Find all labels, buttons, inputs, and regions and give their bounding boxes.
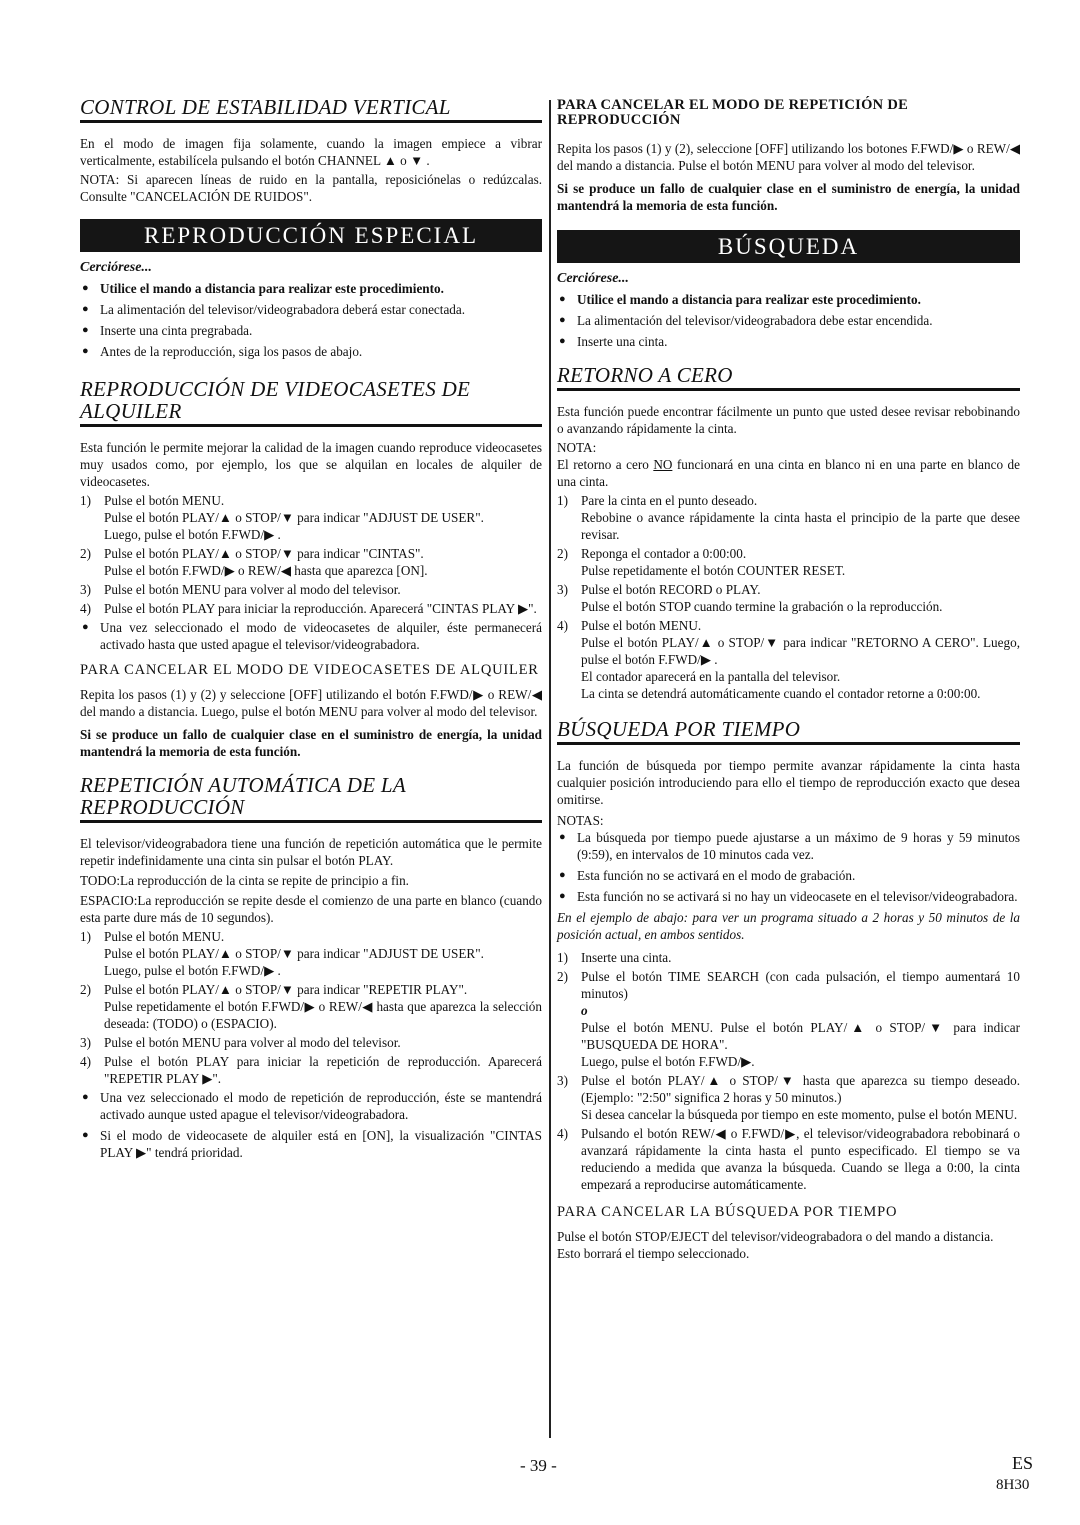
control-paragraph: En el modo de imagen fija solamente, cuando la imagen empiece a vibrar verticalmente, estabilícela pulsando el botón CHANNEL ▲ o ▼ . <box>80 136 542 168</box>
step-item: 2) Pulse el botón TIME SEARCH (con cada pulsación, el tiempo aumentará 10 minutos) o Pulse el botón MENU. Pulse el botón PLAY/▲ o STOP/▼ para indicar "BUSQUEDA DE HORA". Luego, pulse el botón F.FWD/▶. <box>557 969 1020 1069</box>
check-item: ● Inserte una cinta pregrabada. <box>80 322 542 339</box>
heading-rule <box>80 120 542 123</box>
step-item: 4) Pulse el botón PLAY para iniciar la repetición de reproducción. Aparecerá "REPETIR PLAY ▶". <box>80 1054 542 1086</box>
left-column <box>80 96 542 1165</box>
heading-retorno-a-cero: RETORNO A CERO <box>557 363 733 387</box>
column-divider <box>549 100 551 1438</box>
retorno-nota-label: NOTA: <box>557 440 597 455</box>
step-item: 2) Reponga el contador a 0:00:00. Pulse repetidamente el botón COUNTER RESET. <box>557 546 846 578</box>
notas-list <box>557 829 1020 905</box>
check-item: ● Inserte una cinta. <box>557 333 1020 350</box>
step-item: 3) Pulse el botón RECORD o PLAY. Pulse el botón STOP cuando termine la grabación o la reproducción. <box>557 582 943 614</box>
heading-control-estabilidad: CONTROL DE ESTABILIDAD VERTICAL <box>80 95 451 119</box>
banner-reproduccion-especial: REPRODUCCIÓN ESPECIAL <box>80 219 542 252</box>
step-item: 1) Pare la cinta en el punto deseado. Rebobine o avance rápidamente la cinta hasta el principio de la parte que desee revisar. <box>557 493 1020 542</box>
step-item: 1) Pulse el botón MENU. Pulse el botón PLAY/▲ o STOP/▼ para indicar "ADJUST DE USER". Luego, pulse el botón F.FWD/▶ . <box>80 493 484 542</box>
cancel-alquiler-paragraph: Repita los pasos (1) y (2) y seleccione [OFF] utilizando el botón F.FWD/▶ o REW/◀ del mando a distancia. Luego, pulse el botón MENU para volver al modo del televisor. <box>80 687 542 719</box>
step-item: 3) Pulse el botón MENU para volver al modo del televisor. <box>80 582 401 597</box>
note-item: ● Esta función no se activará en el modo de grabación. <box>557 867 1020 884</box>
checklist <box>80 280 542 360</box>
retorno-steps <box>557 492 1020 702</box>
check-item: ● La alimentación del televisor/videograbadora debe estar encendida. <box>557 312 1020 329</box>
repeticion-todo: TODO:La reproducción de la cinta se repite de principio a fin. <box>80 873 409 888</box>
step-item: 3) Pulse el botón MENU para volver al modo del televisor. <box>80 1035 401 1050</box>
step-item: 1) Inserte una cinta. <box>557 950 672 965</box>
note-item: ● Esta función no se activará si no hay un videocasete en el televisor/videograbadora. <box>557 888 1020 905</box>
model-code: 8H30 <box>996 1477 1030 1493</box>
cancel-busqueda-1: Pulse el botón STOP/EJECT del televisor/videograbadora o del mando a distancia. <box>557 1229 994 1244</box>
tiempo-steps <box>557 949 1020 1193</box>
note-item: ● Una vez seleccionado el modo de videocasetes de alquiler, éste permanecerá activado hasta que usted apague el televisor/videograbadora. <box>80 619 542 653</box>
check-item: ● Antes de la reproducción, siga los pasos de abajo. <box>80 343 542 360</box>
cerciorese-label: Cerciórese... <box>80 260 152 275</box>
note-item: ● Si el modo de videocasete de alquiler está en [ON], la visualización "CINTAS PLAY ▶" tendrá prioridad. <box>80 1127 542 1161</box>
retorno-intro: Esta función puede encontrar fácilmente un punto que usted desee revisar rebobinando o avanzando rápidamente la cinta. <box>557 404 1020 436</box>
alquiler-steps <box>80 492 542 617</box>
heading-rule <box>80 820 542 823</box>
check-item: ● Utilice el mando a distancia para realizar este procedimiento. <box>80 280 542 297</box>
check-item: ● La alimentación del televisor/videograbadora deberá estar conectada. <box>80 301 542 318</box>
banner-busqueda: BÚSQUEDA <box>557 230 1020 263</box>
heading-cancelar-busqueda: PARA CANCELAR LA BÚSQUEDA POR TIEMPO <box>557 1204 898 1220</box>
cancel-busqueda-2: Esto borrará el tiempo seleccionado. <box>557 1246 750 1261</box>
alquiler-intro: Esta función le permite mejorar la calidad de la imagen cuando reproduce videocasetes muy usados como, por ejemplo, los que se alquilan en locales de alquiler de videocasetes. <box>80 440 542 489</box>
tiempo-intro: La función de búsqueda por tiempo permite avanzar rápidamente la cinta hasta cualquier posición introduciendo para ello el tiempo de reproducción exacto que desea omitirse. <box>557 758 1020 807</box>
control-note: NOTA: Si aparecen líneas de ruido en la pantalla, reposiciónelas o redúzcalas. Consulte "CANCELACIÓN DE RUIDOS". <box>80 172 542 204</box>
repeticion-notes <box>80 1089 542 1161</box>
check-item: ● Utilice el mando a distancia para realizar este procedimiento. <box>557 291 1020 308</box>
heading-rule <box>557 742 1020 745</box>
repeticion-espacio: ESPACIO:La reproducción se repite desde el comienzo de una parte en blanco (cuando esta parte dure más de 10 segundos). <box>80 893 542 925</box>
step-item: 1) Pulse el botón MENU. Pulse el botón PLAY/▲ o STOP/▼ para indicar "ADJUST DE USER". Luego, pulse el botón F.FWD/▶ . <box>80 929 484 978</box>
page-number: - 39 - <box>520 1456 557 1475</box>
cancel-repeticion-paragraph: Repita los pasos (1) y (2), seleccione [OFF] utilizando los botones F.FWD/▶ o REW/◀ del mando a distancia. Pulse el botón MENU para volver al modo del televisor. <box>557 141 1020 173</box>
right-column <box>557 96 1020 1262</box>
notas-label: NOTAS: <box>557 813 604 828</box>
heading-cancelar-alquiler: PARA CANCELAR EL MODO DE VIDEOCASETES DE ALQUILER <box>80 662 539 678</box>
checklist <box>557 291 1020 350</box>
step-item: 3) Pulse el botón PLAY/▲ o STOP/▼ hasta que aparezca su tiempo deseado. (Ejemplo: "2:50" significa 2 horas y 50 minutos.) Si desea cancelar la búsqueda por tiempo en este momento, pulse el botón MENU. <box>557 1073 1020 1122</box>
heading-repeticion-automatica: REPETICIÓN AUTOMÁTICA DE LA REPRODUCCIÓN <box>80 773 406 819</box>
note-item: ● La búsqueda por tiempo puede ajustarse a un máximo de 9 horas y 59 minutos (9:59), en intervalos de 10 minutos cada vez. <box>557 829 1020 863</box>
heading-busqueda-por-tiempo: BÚSQUEDA POR TIEMPO <box>557 717 801 741</box>
cerciorese-label: Cerciórese... <box>557 271 629 286</box>
alquiler-notes <box>80 619 542 653</box>
language-code: ES <box>1012 1453 1034 1473</box>
heading-videocasetes-alquiler: REPRODUCCIÓN DE VIDEOCASETES DE ALQUILER <box>80 377 471 423</box>
memory-note: Si se produce un fallo de cualquier clase en el suministro de energía, la unidad mantendrá la memoria de esta función. <box>80 727 542 759</box>
heading-rule <box>557 388 1020 391</box>
heading-rule <box>80 424 542 427</box>
retorno-nota: El retorno a cero NO funcionará en una cinta en blanco ni en una parte en blanco de una cinta. <box>557 457 1020 489</box>
step-item: 4) Pulsando el botón REW/◀ o F.FWD/▶, el televisor/videograbadora rebobinará o avanzará rápidamente la cinta hasta el punto especificado. El tiempo se va reduciendo a medida que avanza la búsqueda. Cuando se llega a 0:00, la cinta empezará a reproducirse automáticamente. <box>557 1126 1020 1192</box>
heading-cancelar-repeticion: PARA CANCELAR EL MODO DE REPETICIÓN DE REPRODUCCIÓN <box>557 97 909 128</box>
step-item: 2) Pulse el botón PLAY/▲ o STOP/▼ para indicar "REPETIR PLAY". Pulse repetidamente el botón F.FWD/▶ o REW/◀ hasta que aparezca la selección deseada: (TODO) o (ESPACIO). <box>80 982 542 1031</box>
step-item: 4) Pulse el botón MENU. Pulse el botón PLAY/▲ o STOP/▼ para indicar "RETORNO A CERO". Luego, pulse el botón F.FWD/▶ . El contador aparecerá en la pantalla del televisor. La cinta se detendrá automáticamente cuando el contador retorne a 0:00:00. <box>557 618 1020 701</box>
memory-note: Si se produce un fallo de cualquier clase en el suministro de energía, la unidad mantendrá la memoria de esta función. <box>557 181 1020 213</box>
repeticion-intro: El televisor/videograbadora tiene una función de repetición automática que le permite repetir indefinidamente una cinta sin pulsar el botón PLAY. <box>80 836 542 868</box>
step-item: 2) Pulse el botón PLAY/▲ o STOP/▼ para indicar "CINTAS". Pulse el botón F.FWD/▶ o REW/◀ hasta que aparezca [ON]. <box>80 546 428 578</box>
note-item: ● Una vez seleccionado el modo de repetición de reproducción, éste se mantendrá activado aunque usted apague el televisor/videograbadora. <box>80 1089 542 1123</box>
repeticion-steps <box>80 928 542 1087</box>
ejemplo-note: En el ejemplo de abajo: para ver un programa situado a 2 horas y 50 minutos de la posición actual, en ambos sentidos. <box>557 910 1020 942</box>
step-item: 4) Pulse el botón PLAY para iniciar la reproducción. Aparecerá "CINTAS PLAY ▶". <box>80 601 537 616</box>
